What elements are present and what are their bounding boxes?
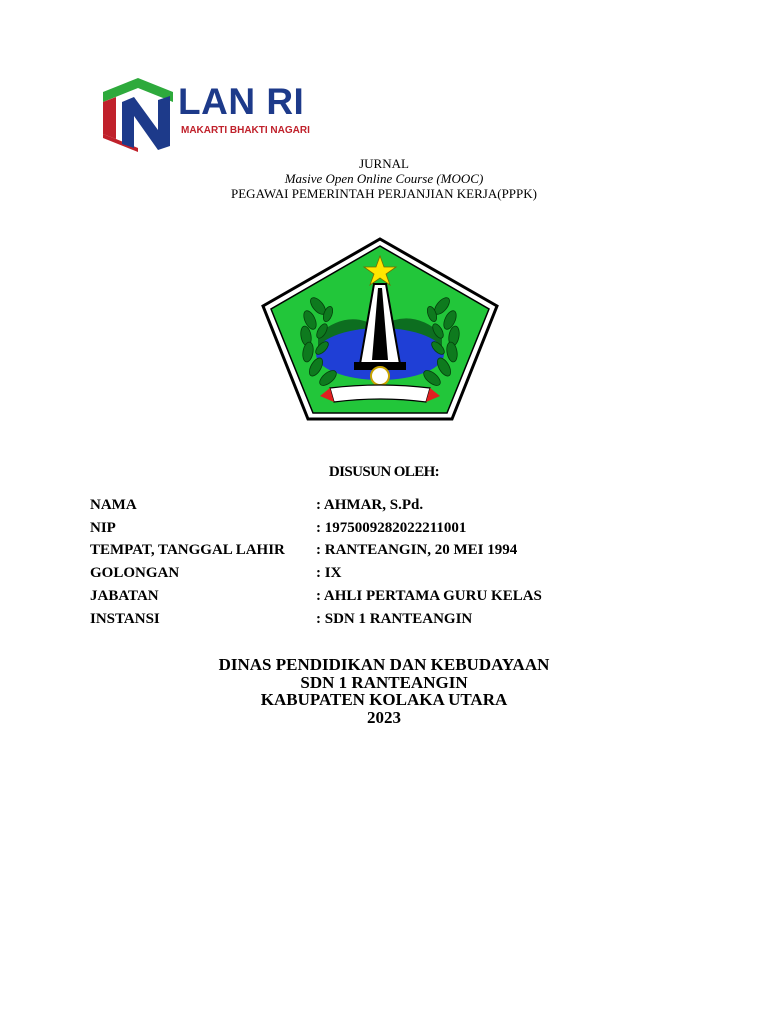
info-row-birth: [90, 540, 542, 563]
info-row-golongan: [90, 562, 542, 585]
info-value: : IX: [316, 565, 342, 582]
document-header: [0, 156, 768, 201]
info-row-jabatan: [90, 585, 542, 608]
info-label: INSTANSI: [90, 610, 160, 627]
info-row-instansi: [90, 608, 542, 631]
info-value: : AHMAR, S.Pd.: [316, 496, 424, 513]
footer-regency: KABUPATEN KOLAKA UTARA: [260, 690, 508, 709]
document-footer: [0, 656, 768, 726]
author-section-title: DISUSUN OLEH:: [328, 464, 440, 480]
info-label: NAMA: [90, 496, 137, 513]
header-mooc: Masive Open Online Course (MOOC): [284, 171, 484, 186]
regency-emblem-icon: [260, 236, 500, 422]
logo-tagline: MAKARTI BHAKTI NAGARI: [181, 125, 310, 136]
info-label: GOLONGAN: [90, 565, 180, 582]
info-value: : AHLI PERTAMA GURU KELAS: [316, 588, 542, 605]
info-row-name: [90, 494, 542, 517]
footer-school: SDN 1 RANTEANGIN: [300, 672, 468, 692]
info-value: : 1975009282022211001: [316, 519, 467, 536]
info-value: : RANTEANGIN, 20 MEI 1994: [316, 542, 518, 559]
info-row-nip: [90, 517, 542, 540]
logo-name: LAN RI: [178, 81, 305, 122]
footer-year: 2023: [367, 707, 401, 727]
footer-dinas: DINAS PENDIDIKAN DAN KEBUDAYAAN: [218, 655, 550, 674]
header-pppk: PEGAWAI PEMERINTAH PERJANJIAN KERJA(PPPK): [231, 186, 537, 201]
info-value: : SDN 1 RANTEANGIN: [316, 610, 473, 627]
info-label: NIP: [90, 519, 116, 536]
author-info-table: [90, 494, 542, 631]
header-journal: JURNAL: [359, 156, 409, 171]
info-label: TEMPAT, TANGGAL LAHIR: [90, 542, 285, 559]
info-label: JABATAN: [90, 588, 159, 605]
